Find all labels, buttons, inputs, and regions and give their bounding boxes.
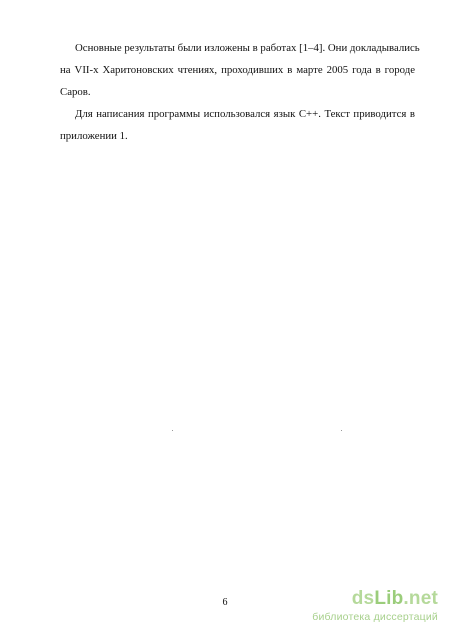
logo-dot: .: [403, 588, 409, 609]
dslib-tagline: библиотека диссертаций: [312, 611, 438, 623]
dslib-logo: [312, 589, 438, 608]
paragraph-results: [60, 37, 420, 103]
scan-speck: [341, 430, 342, 431]
dslib-watermark: [312, 589, 438, 623]
text-line: на VII-х Харитоновских чтениях, проходивших в марте 2005 года в городе: [60, 64, 415, 76]
page-number: 6: [222, 597, 228, 608]
text-line: Для написания программы использовался язык C++. Текст приводится в: [75, 108, 415, 120]
scan-speck: [172, 430, 173, 431]
paragraph-language: [60, 103, 415, 147]
logo-lib: Lib: [374, 588, 404, 609]
text-line: Саров.: [60, 86, 91, 98]
logo-ds: ds: [351, 588, 375, 609]
text-line: Основные результаты были изложены в работах [1–4]. Они докладывались: [75, 42, 420, 54]
text-line: приложении 1.: [60, 130, 128, 142]
body-text: [60, 37, 420, 147]
logo-net: net: [408, 588, 438, 609]
